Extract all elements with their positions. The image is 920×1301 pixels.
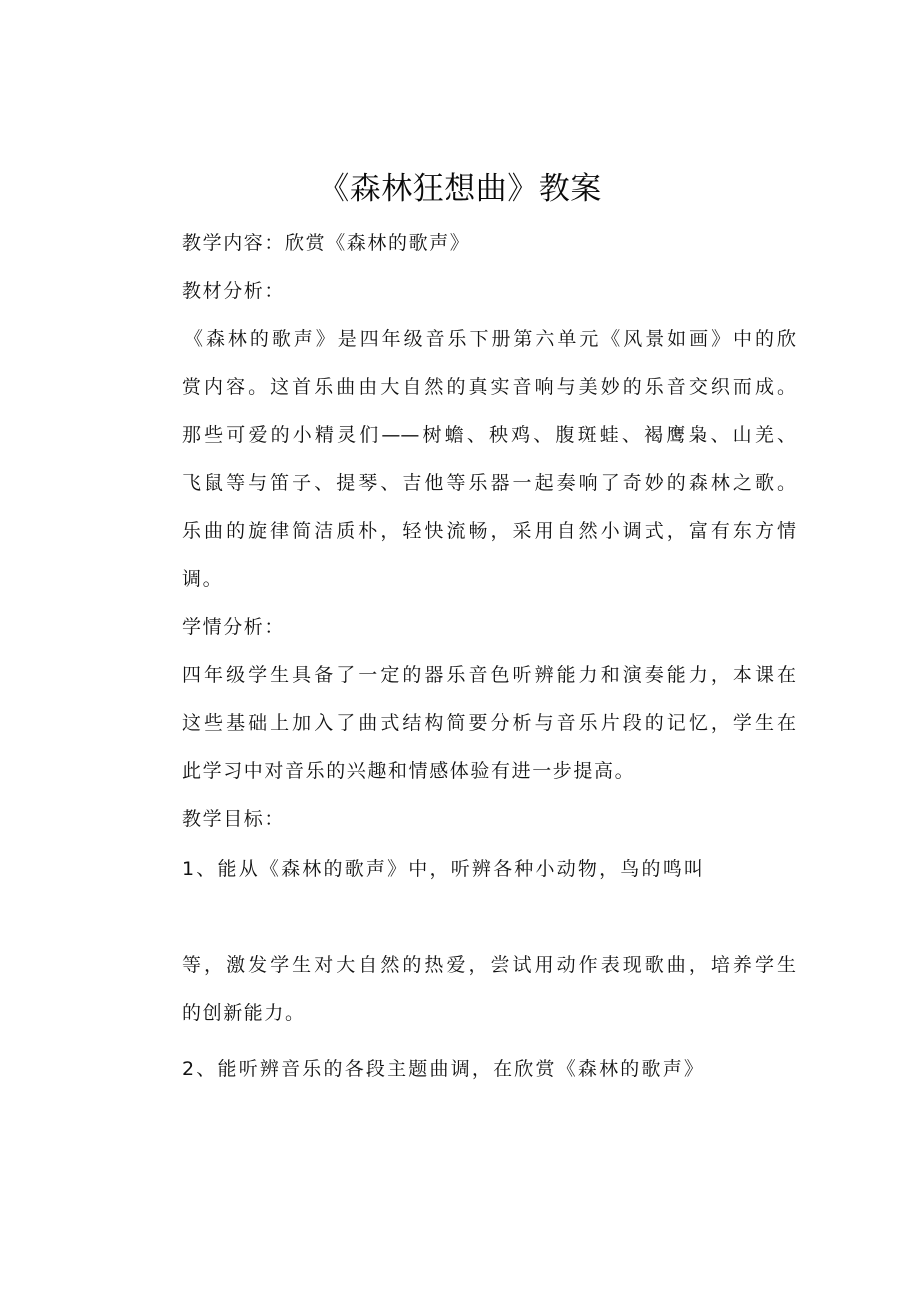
material-analysis-line-3: 那些可爱的小精灵们——树蟾、秧鸡、腹斑蛙、褐鹰枭、山羌、: [182, 424, 796, 446]
teaching-goals-heading: 教学目标：: [182, 808, 286, 830]
material-analysis-line-1: 《森林的歌声》是四年级音乐下册第六单元《风景如画》中的欣: [184, 328, 796, 350]
goal-1-line-2: 等，激发学生对大自然的热爱，尝试用动作表现歌曲，培养学生: [182, 954, 796, 976]
goal-1-line-1: 1、能从《森林的歌声》中，听辨各种小动物，鸟的鸣叫: [182, 858, 706, 880]
material-analysis-heading: 教材分析：: [182, 280, 286, 302]
goal-2-line-1: 2、能听辨音乐的各段主题曲调，在欣赏《森林的歌声》: [182, 1058, 706, 1080]
material-analysis-line-4: 飞鼠等与笛子、提琴、吉他等乐器一起奏响了奇妙的森林之歌。: [182, 472, 796, 494]
document-title: 《森林狂想曲》教案: [318, 171, 602, 207]
learner-analysis-line-1: 四年级学生具备了一定的器乐音色听辨能力和演奏能力，本课在: [182, 664, 796, 686]
learner-analysis-heading: 学情分析：: [182, 616, 286, 638]
teaching-content-line: 教学内容：欣赏《森林的歌声》: [182, 232, 471, 254]
goal-1-line-3: 的创新能力。: [182, 1002, 306, 1024]
material-analysis-line-6: 调。: [182, 568, 224, 590]
learner-analysis-line-3: 此学习中对音乐的兴趣和情感体验有进一步提高。: [182, 760, 636, 782]
material-analysis-line-5: 乐曲的旋律简洁质朴，轻快流畅，采用自然小调式，富有东方情: [182, 520, 796, 542]
material-analysis-line-2: 赏内容。这首乐曲由大自然的真实音响与美妙的乐音交织而成。: [182, 376, 796, 398]
learner-analysis-line-2: 这些基础上加入了曲式结构简要分析与音乐片段的记忆，学生在: [182, 712, 796, 734]
